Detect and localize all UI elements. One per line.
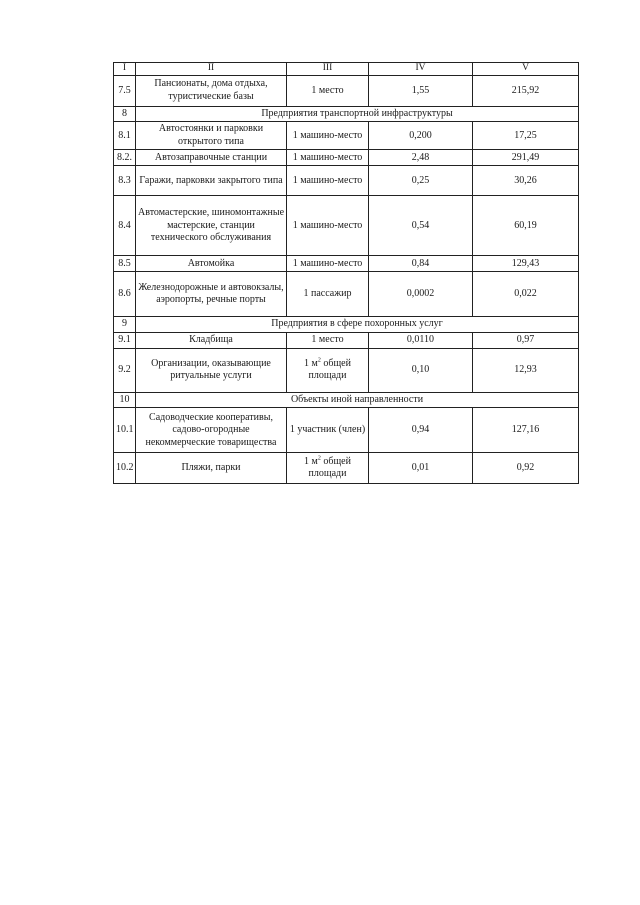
table-row	[114, 122, 579, 150]
value-v: 0,92	[473, 453, 579, 484]
row-number: 8.2.	[114, 150, 136, 166]
section-title: Предприятия в сфере похоронных услуг	[136, 317, 579, 333]
value-v: 12,93	[473, 348, 579, 392]
row-number: 8.4	[114, 196, 136, 256]
unit-cell	[287, 453, 369, 484]
object-name: Автомастерские, шиномонтажные мастерские, станции технического обслуживания	[136, 196, 287, 256]
object-name: Пансионаты, дома отдыха, туристические базы	[136, 75, 287, 106]
value-iv: 0,01	[369, 453, 473, 484]
value-v: 0,022	[473, 272, 579, 317]
value-iv: 0,84	[369, 256, 473, 272]
object-name: Автомойка	[136, 256, 287, 272]
section-row	[114, 317, 579, 333]
unit-cell: 1 участник (член)	[287, 408, 369, 453]
object-name: Организации, оказывающие ритуальные услуги	[136, 348, 287, 392]
value-iv: 2,48	[369, 150, 473, 166]
unit-cell: 1 машино-место	[287, 166, 369, 196]
row-number: 9.2	[114, 348, 136, 392]
unit-cell: 1 машино-место	[287, 150, 369, 166]
header-cell: II	[136, 63, 287, 76]
header-cell: III	[287, 63, 369, 76]
table-row	[114, 272, 579, 317]
header-cell: V	[473, 63, 579, 76]
object-name: Кладбища	[136, 332, 287, 348]
table-row	[114, 150, 579, 166]
unit-text-rest: общей площади	[308, 357, 351, 382]
value-iv: 0,200	[369, 122, 473, 150]
norms-table	[113, 62, 579, 484]
section-number: 8	[114, 106, 136, 122]
value-iv: 0,25	[369, 166, 473, 196]
row-number: 10.1	[114, 408, 136, 453]
row-number: 9.1	[114, 332, 136, 348]
unit-superscript: 2	[317, 357, 321, 364]
value-iv: 0,94	[369, 408, 473, 453]
row-number: 8.5	[114, 256, 136, 272]
object-name: Автозаправочные станции	[136, 150, 287, 166]
value-v: 129,43	[473, 256, 579, 272]
unit-superscript: 2	[317, 455, 321, 462]
unit-cell: 1 машино-место	[287, 196, 369, 256]
table-row	[114, 256, 579, 272]
value-iv: 0,54	[369, 196, 473, 256]
unit-cell	[287, 348, 369, 392]
value-v: 291,49	[473, 150, 579, 166]
value-iv: 0,0002	[369, 272, 473, 317]
value-v: 60,19	[473, 196, 579, 256]
value-v: 0,97	[473, 332, 579, 348]
section-title: Предприятия транспортной инфраструктуры	[136, 106, 579, 122]
section-number: 9	[114, 317, 136, 333]
unit-cell: 1 пассажир	[287, 272, 369, 317]
section-title: Объекты иной направленности	[136, 392, 579, 408]
section-row	[114, 392, 579, 408]
table-row	[114, 75, 579, 106]
unit-cell: 1 машино-место	[287, 256, 369, 272]
value-iv: 0,10	[369, 348, 473, 392]
object-name: Гаражи, парковки закрытого типа	[136, 166, 287, 196]
table-header-row	[114, 63, 579, 76]
value-v: 215,92	[473, 75, 579, 106]
object-name: Автостоянки и парковки открытого типа	[136, 122, 287, 150]
unit-text: 1 м	[304, 455, 318, 467]
row-number: 8.3	[114, 166, 136, 196]
table-row	[114, 453, 579, 484]
section-row	[114, 106, 579, 122]
row-number: 7.5	[114, 75, 136, 106]
unit-text-rest: общей площади	[308, 455, 351, 480]
table-row	[114, 196, 579, 256]
object-name: Садоводческие кооперативы, садово-огородные некоммерческие товарищества	[136, 408, 287, 453]
value-v: 30,26	[473, 166, 579, 196]
row-number: 10.2	[114, 453, 136, 484]
row-number: 8.1	[114, 122, 136, 150]
header-cell: IV	[369, 63, 473, 76]
section-number: 10	[114, 392, 136, 408]
unit-cell: 1 машино-место	[287, 122, 369, 150]
table-row	[114, 332, 579, 348]
value-iv: 0,0110	[369, 332, 473, 348]
unit-text: 1 м	[304, 357, 318, 369]
object-name: Пляжи, парки	[136, 453, 287, 484]
value-v: 17,25	[473, 122, 579, 150]
value-v: 127,16	[473, 408, 579, 453]
row-number: 8.6	[114, 272, 136, 317]
value-iv: 1,55	[369, 75, 473, 106]
unit-cell: 1 место	[287, 75, 369, 106]
table-row	[114, 166, 579, 196]
object-name: Железнодорожные и автовокзалы, аэропорты, речные порты	[136, 272, 287, 317]
table-row	[114, 348, 579, 392]
table-row	[114, 408, 579, 453]
header-cell: I	[114, 63, 136, 76]
unit-cell: 1 место	[287, 332, 369, 348]
